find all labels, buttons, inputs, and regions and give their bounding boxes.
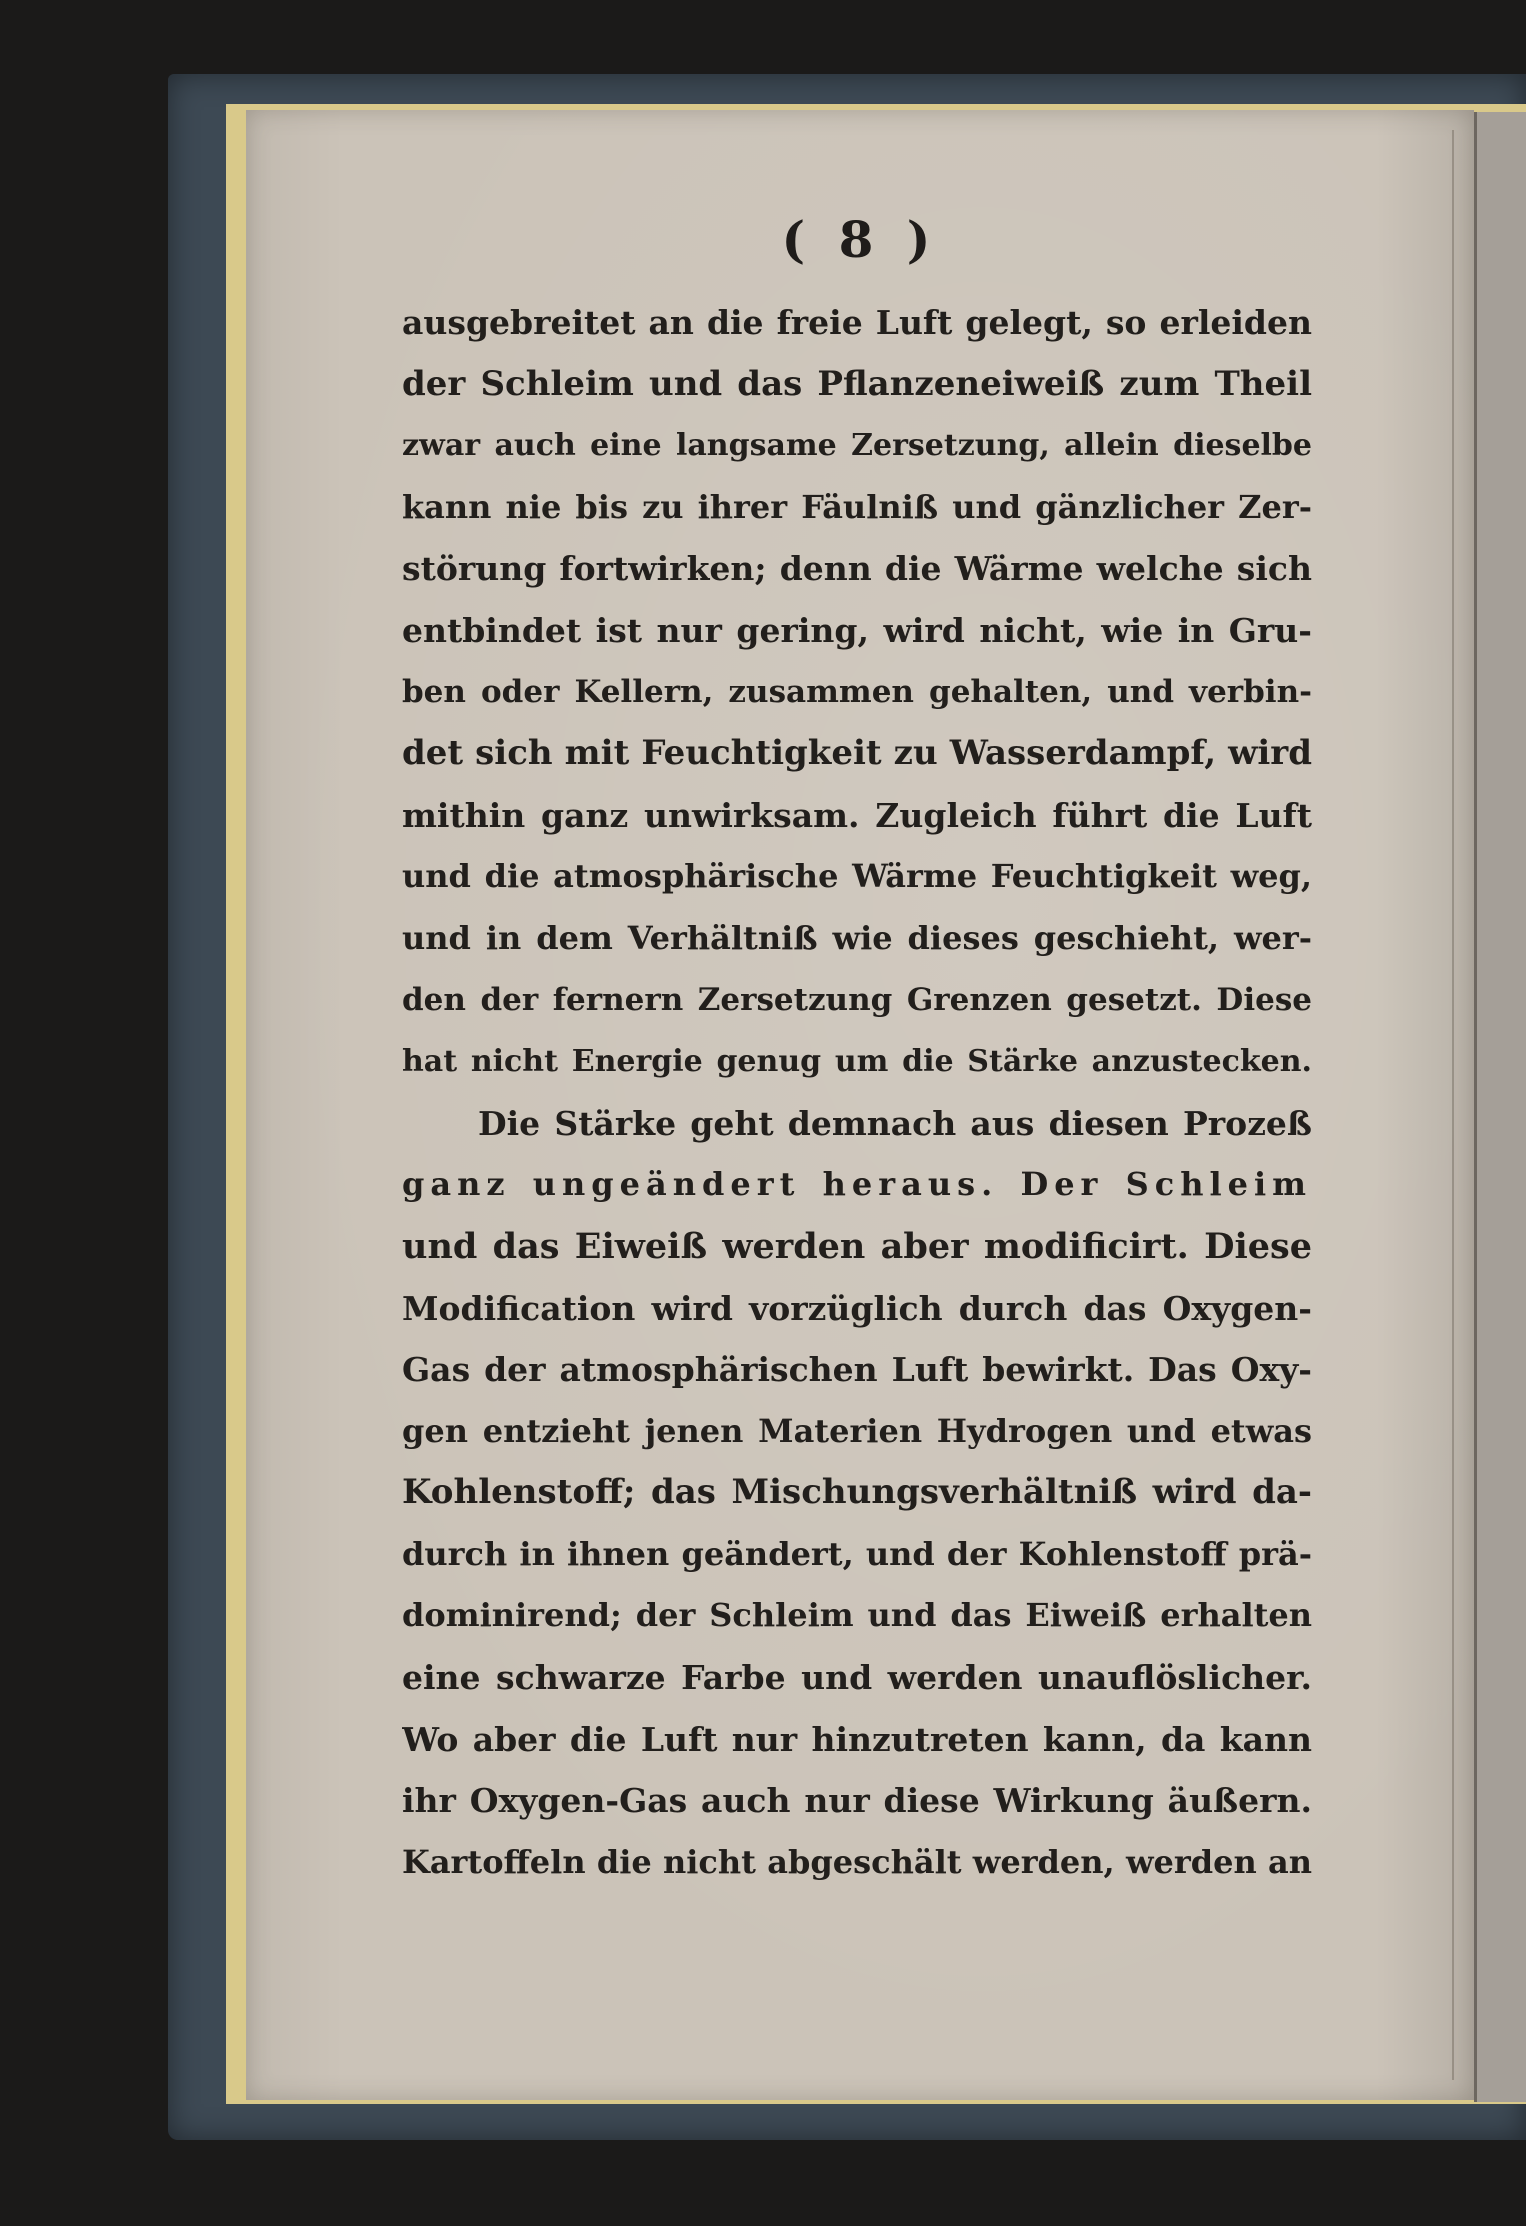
text-line: Kohlenstoff; das Mischungsverhältniß wird da- (402, 1472, 1312, 1513)
text-line: ihr Oxygen-Gas auch nur diese Wirkung äußern. (402, 1781, 1312, 1821)
text-line: entbindet ist nur gering, wird nicht, wie in Gru- (402, 610, 1312, 650)
text-line: Modification wird vorzüglich durch das Oxygen- (402, 1288, 1312, 1328)
text-line: Gas der atmosphärischen Luft bewirkt. Das Oxy- (402, 1350, 1312, 1390)
text-line: dominirend; der Schleim und das Eiweiß erhalten (402, 1596, 1312, 1635)
text-line: kann nie bis zu ihrer Fäulniß und gänzlicher Zer- (402, 487, 1312, 526)
text-line: störung fortwirken; denn die Wärme welche sich (402, 549, 1312, 589)
page-fold (1452, 130, 1454, 2080)
text-line: Wo aber die Luft nur hinzutreten kann, da kann (402, 1719, 1312, 1759)
text-line: gen entzieht jenen Materien Hydrogen und etwas (402, 1411, 1312, 1450)
page-number: ( 8 ) (781, 210, 939, 269)
text-line: ausgebreitet an die freie Luft gelegt, so erleiden (402, 303, 1312, 342)
text-line: eine schwarze Farbe und werden unauflöslicher. (402, 1658, 1312, 1698)
facing-page-edge (1474, 112, 1526, 2102)
text-line: det sich mit Feuchtigkeit zu Wasserdampf, wird (402, 733, 1312, 774)
text-line: hat nicht Energie genug um die Stärke anzustecken. (402, 1044, 1312, 1080)
text-line: mithin ganz unwirksam. Zugleich führt die Luft (402, 795, 1312, 835)
text-line: zwar auch eine langsame Zersetzung, allein dieselbe (402, 428, 1312, 464)
text-line: Kartoffeln die nicht abgeschält werden, werden an (402, 1842, 1312, 1881)
text-line: und das Eiweiß werden aber modificirt. Diese (402, 1225, 1312, 1267)
text-line: ben oder Kellern, zusammen gehalten, und verbin- (402, 673, 1312, 710)
text-line: ganz ungeändert heraus. Der Schleim (402, 1165, 1312, 1204)
text-line: der Schleim und das Pflanzeneiweiß zum Theil (402, 363, 1312, 404)
text-line: und in dem Verhältniß wie dieses geschieht, wer- (402, 918, 1312, 957)
body-text (402, 292, 1312, 1893)
text-line: und die atmosphärische Wärme Feuchtigkeit weg, (402, 857, 1312, 896)
text-line: den der fernern Zersetzung Grenzen gesetzt. Diese (402, 981, 1312, 1018)
text-line: Die Stärke geht demnach aus diesen Prozeß (478, 1103, 1312, 1143)
text-line: durch in ihnen geändert, und der Kohlenstoff prä- (402, 1534, 1312, 1573)
